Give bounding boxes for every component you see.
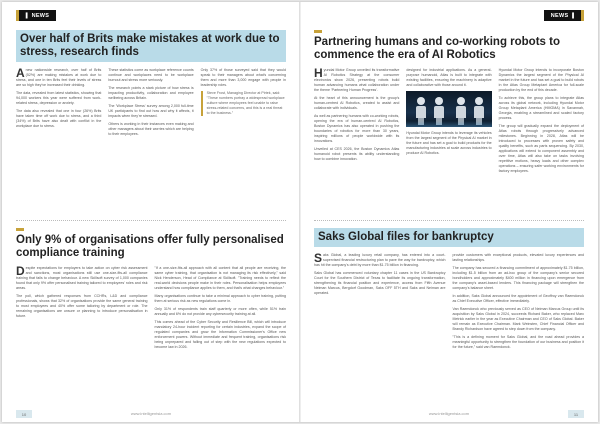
paragraph: The poll, which gathered responses from CCHRs, L&D and compliance professionals, shows that 32% of organisations provide the same general training to most employees and 40% offer some tailoring by department or role. The remaining organisations are unsure or planning to introduce personalisation in future. (16, 294, 148, 318)
article-columns (16, 266, 286, 353)
section-tag-label: NEWS (31, 12, 50, 19)
section-tag (544, 10, 584, 21)
paragraph: In addition, Saks Global announced the appointment of Geoffroy van Raemdonck as Chief Executive Officer, effective immediately. (452, 294, 584, 303)
headline-band (314, 228, 584, 247)
article-ai-robotics (314, 30, 584, 177)
article-column (108, 68, 193, 140)
paragraph: The research points a stark picture of how stress is impacting productivity, collaboration and employee wellbeing across Britain. (108, 86, 194, 100)
dropcap: D (16, 264, 25, 278)
paragraph (16, 68, 101, 88)
paragraph: At the heart of this announcement is the group's human-centred AI Robotics, created to assist and collaborate with individuals. (314, 96, 400, 110)
article-column (314, 68, 399, 177)
paragraph: Van Raemdonck who previously served as CEO of Neiman Marcus Group until its acquisition by Saks Global in 2024, succeeds Richard Baker, who replaced Marc Metrick earlier in the year as Executive Chairman and CEO of Saks Global. Baker will remain as Executive Chairman. Mark Weinsten, Chief Financial Officer and Brandy Richardson have agreed to step down from the company. (452, 307, 584, 331)
article-headline: Partnering humans and co-working robots to commence the era of AI Robotics (314, 36, 560, 61)
article-headline: Only 9% of organisations offer fully personalised compliance training (16, 234, 284, 259)
article-headline: Saks Global files for bankruptcy (318, 231, 494, 243)
article-divider (314, 220, 584, 221)
accent-dash (314, 30, 322, 33)
paragraph: The company has secured a financing commitment of approximately $1.75 billion, including $1.5 billion from an ad-hoc group of the company's senior secured bondholders and approximately $400 million in financing upon emergence from the company's asset-based lenders. This financing package will strengthen the company's balance sheet. (452, 266, 584, 290)
right-page (300, 2, 598, 422)
paragraph: To achieve this, the group plans to integrate Atlas across its global network, including Hyundai Motor Group Metaplant America (HMGMA) in Savannah, Georgia, enabling a streamlined and scaled factory process. (498, 96, 584, 120)
article-column (453, 253, 585, 353)
article-column (201, 68, 286, 140)
paragraph: "This is a defining moment for Saks Global, and the road ahead provides a meaningful opportunity to strengthen the foundation of our business and position it for the future," said van Raemdonck. (452, 335, 584, 349)
paragraph: Only 37% of those surveyed said that they would speak to their managers about what's concerning them and more than 3,000 engage with people in leadership roles. (200, 68, 286, 87)
article-column (406, 68, 491, 177)
news-bar-icon: ▌ (25, 12, 30, 19)
dropcap: S (314, 251, 323, 265)
dropcap: H (314, 66, 323, 80)
paragraph: Many organisations continue to take a minimal approach to cyber training, putting them at serious risk as new regulations come in. (154, 294, 286, 303)
paragraph: Saks Global has commenced voluntary chapter 11 cases in the US Bankruptcy Court for the Southern District of Texas to facilitate its ongoing transformation, strengthening its financial position and experience, access from Fifth Avenue Neiman Marcus, Bergdorf Goodman, Saks OFF 5TH and Saks and Neiman are operated. (314, 271, 446, 295)
paragraph: designed for industrial applications. As a general-purpose humanoid, Atlas is built to integrate with existing facilities, ensuring the machinery is adaptive and collaborative with those around it. (406, 68, 492, 87)
article-columns (16, 68, 286, 140)
dropcap: A (16, 66, 25, 80)
pull-quote: Steve Frost, Managing Director at Pirtek, said: "These numbers portray a widespread workplace culture where employees feel unable to raise stress-related concerns, and this is a real threat to the business." (201, 91, 286, 116)
footer-url[interactable]: www.intelligentsia.com (428, 411, 470, 416)
paragraph: The data also revealed that one in four (26%) Brits have taken time off work due to stress, and a third (34%) of Brits have also dealt with conflict in the workplace due to stress. (16, 109, 102, 128)
section-tag (16, 10, 56, 21)
paragraph: The data, revealed from latest statistics, showing that 94,000 workers this year were suffered from work-related stress, depression or anxiety. (16, 91, 102, 105)
article-divider (16, 220, 286, 221)
paragraph-text: aks Global, a leading luxury retail company, has entered into a court-supervised financial restructuring plan to pave the way for bankruptcy, which has hit the company's debt by more than $1.75 billion in financing. (314, 253, 446, 267)
paragraph: As well as partnering humans with co-working robots, opening the era of human-centred AI Robotics, Boston Dynamics has also operated in pushing the boundaries of robotics for more than 30 years, inspiring millions of people worldwide with its innovations. (314, 114, 400, 143)
news-bar-icon: ▐ (570, 12, 575, 19)
accent-dash (16, 228, 24, 231)
paragraph (314, 68, 399, 93)
article-column (314, 253, 446, 353)
left-page (2, 2, 300, 422)
article-column (16, 68, 101, 140)
paragraph-text: new nationwide research, over half of Brits (52%) are making mistakes at work due to stress, and one in ten Brits feel their levels of stress are so high they've increased their drinking. (16, 68, 102, 87)
paragraph-text: yundai Motor Group unveiled its transformative AI Robotics Strategy at the consumer electronics show 2026, presenting robots build human advancing humans what collaboration under the theme 'Partnering Human Progress'. (314, 68, 400, 92)
paragraph (314, 253, 446, 268)
headline-band (16, 30, 286, 62)
article-stress (16, 30, 286, 140)
section-tag-label: NEWS (550, 12, 569, 19)
article-headline: Over half of Brits make mistakes at work due to stress, research finds (20, 33, 280, 58)
footer-url[interactable]: www.intelligentsia.com (130, 411, 172, 416)
paragraph-text: espite expectations for employers to take action on cyber risk assessment and sanctions, most organisations still use one-size-fits-all compliance training that fails to change behaviour. A new Skillsoft survey of 1,000 companies found that only 9% offer personalised training tailored to employees' roles and risk areas. (16, 266, 148, 290)
paragraph: Hyundai Motor Group intends to incorporate Boston Dynamics the largest segment of the Physical AI market in the future and has set a goal to build robots in the Atlas Group Metaplant America for full-scale production by the end of this decade. (498, 68, 584, 92)
paragraph: Unveiled at CES 2026, the Boston Dynamics Atlas humanoid robot presents its ability understanding how to combine innovation. (314, 147, 400, 161)
paragraph: The 'Workplace Stress' survey among 2,000 full-time UK participants to find out how and why it affects, it impacts when they're stressed. (108, 104, 194, 118)
paragraph: This comes ahead of the Cyber Security and Resilience Bill, which will introduce mandatory 24-hour incident reporting for certain industries, expand the scope of regulated companies and grow the Information Commissioner's Office new enforcement powers. Without immediate and frequent training, organisations risk being unprepared and falling out of step with the new regulations expected to become law in 2026. (154, 320, 286, 349)
paragraph: Only 31% of respondents train staff quarterly or more often, while 51% train annually and 6% do not provide any cybersecurity training at all. (154, 307, 286, 316)
article-column (155, 266, 287, 353)
article-saks (314, 228, 584, 353)
paragraph: "If a one-size-fits-all approach with all content that all people are receiving, the same cyber training, that organisation is not managing its risk effectively," said Nick Henderson, Head of Compliance at Skillsoft. "Training needs to reflect the real-world decisions people make in their roles. Personalisation helps employees understand how compliance applies to them, and that's what changes behaviour." (154, 266, 286, 290)
paragraph: The group will gradually expand the deployment of Atlas robots through progressively advanced milestones. Beginning in 2028, Atlas will be introduced to processes with proven safety and quality benefits, such as parts sequencing. By 2030, applications will extend to component assembly and over time, Atlas will also take on tasks involving repetitive motions, heavy loads and other complex operations – ensuring safer working environments for factory employees. (498, 124, 584, 173)
paragraph: Others is working in their instances even making and other managers about their worries which are helping to their employees. (108, 122, 194, 136)
article-columns (314, 253, 584, 353)
robots-photo (406, 91, 491, 127)
page-number: 11 (568, 410, 584, 418)
article-columns (314, 68, 584, 177)
page-number: 10 (16, 410, 32, 418)
article-column (499, 68, 584, 177)
article-column (16, 266, 148, 353)
paragraph: These statistics come as workplace reference counts continue and workplaces need to be workplace burnout and stress more seriously. (108, 68, 194, 82)
paragraph: Hyundai Motor Group intends to leverage its vehicles from the largest segment of the Physical AI market in the future and has set a goal to build products for the manufacturing industries at scale across industries to produce AI Robotics. (406, 131, 492, 155)
paragraph (16, 266, 148, 291)
magazine-spread (2, 2, 598, 422)
article-compliance (16, 228, 286, 353)
paragraph: provide customers with exceptional products, elevated luxury experiences and lasting relationships. (452, 253, 584, 262)
